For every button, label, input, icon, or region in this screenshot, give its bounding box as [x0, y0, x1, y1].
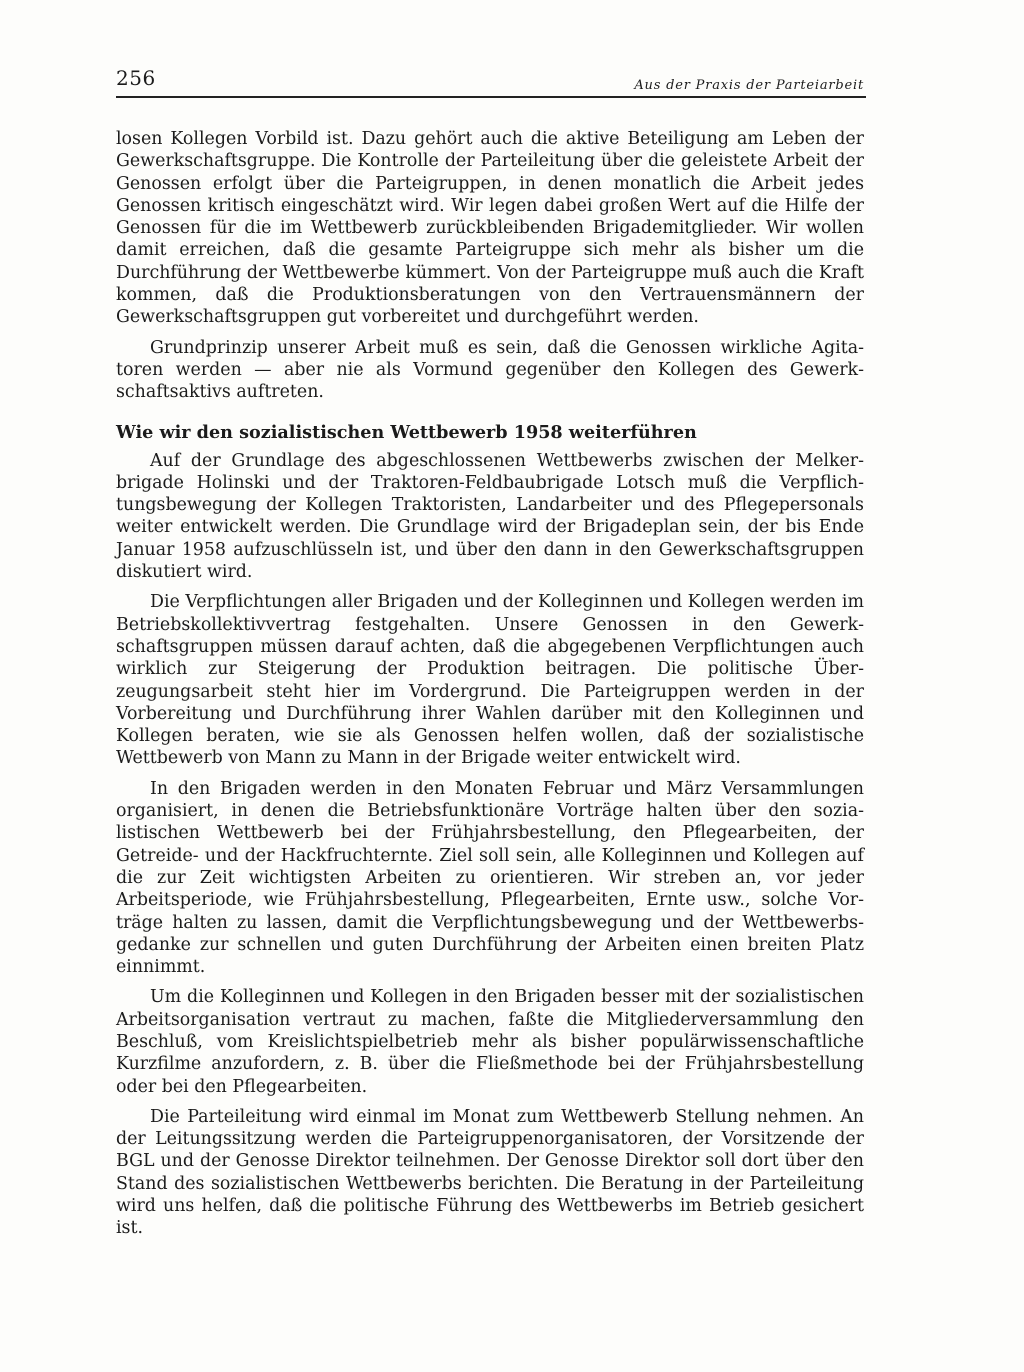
paragraph-arbeitsorganisation: Um die Kolleginnen und Kollegen in den Brigaden besser mit der sozialistischen Arbeitsorganisation vertraut zu machen, faßte die Mitgliederversammlung den Beschluß, vom Kreislichtspielbetrieb mehr als bisher populärwissenschaftliche Kurzfilme anzufordern, z. B. über die Fließmethode bei der Frühjahrsbestellung oder bei den Pflegearbeiten.: [116, 987, 864, 1097]
paragraph-brigaden: In den Brigaden werden in den Monaten Februar und März Versammlungen organisiert, in denen die Betriebsfunktionäre Vorträge halten über den sozialistischen Wettbewerb bei der Frühjahrsbestellung, den Pflegearbeiten, der Getreide- und der Hackfruchternte. Ziel soll sein, alle Kolleginnen und Kollegen auf die zur Zeit wichtigsten Arbeiten zu orientieren. Wir streben an, vor jeder Arbeitsperiode, wie Frühjahrsbestellung, Pflegearbeiten, Ernte usw., solche Vorträge halten zu lassen, damit die Verpflichtungsbewegung und der Wettbewerbsgedanke zur schnellen und guten Durchführung der Arbeiten einen breiten Platz einnimmt.: [116, 778, 864, 978]
page-header: [116, 62, 866, 98]
page-body: [116, 128, 864, 1240]
paragraph-verpflichtungen: Die Verpflichtungen aller Brigaden und der Kolleginnen und Kollegen werden im Betriebskollektivvertrag festgehalten. Unsere Genossen in den Gewerkschaftsgruppen müssen darauf achten, daß die abgegebenen Verpflichtungen auch wirklich zur Steigerung der Produktion beitragen. Die politische Überzeugungsarbeit steht hier im Vordergrund. Die Parteigruppen werden in der Vorbereitung und Durchführung ihrer Wahlen darüber mit den Kolleginnen und Kollegen beraten, wie sie als Genossen helfen wollen, daß der sozialistische Wettbewerb von Mann zu Mann in der Brigade weiter entwickelt wird.: [116, 592, 864, 769]
section-heading: Wie wir den sozialistischen Wettbewerb 1958 weiterführen: [116, 421, 697, 443]
page-number: 256: [116, 66, 156, 90]
running-head: Aus der Praxis der Parteiarbeit: [634, 78, 864, 93]
paragraph-grundlage: Auf der Grundlage des abgeschlossenen Wettbewerbs zwischen der Melkerbrigade Holinski und der Traktoren-Feldbaubrigade Lotsch muß die Verpflichtungsbewegung der Kollegen Traktoristen, Landarbeiter und des Pflegepersonals weiter entwickelt werden. Die Grundlage wird der Brigadeplan sein, der bis Ende Januar 1958 aufzuschlüsseln ist, und über den dann in den Gewerkschaftsgruppen diskutiert wird.: [116, 450, 864, 583]
paragraph-grundprinzip: Grundprinzip unserer Arbeit muß es sein, daß die Genossen wirkliche Agitatoren werden — aber nie als Vormund gegenüber den Kollegen des Gewerkschaftsaktivs auftreten.: [116, 337, 864, 403]
paragraph-continuation: losen Kollegen Vorbild ist. Dazu gehört auch die aktive Beteiligung am Leben der Gewerkschaftsgruppe. Die Kontrolle der Parteileitung über die geleistete Arbeit der Genossen erfolgt über die Parteigruppen, in denen monatlich die Arbeit jedes Genossen kritisch eingeschätzt wird. Wir legen dabei großen Wert auf die Hilfe der Genossen für die im Wettbewerb zurückbleibenden Brigademitglieder. Wir wollen damit erreichen, daß die gesamte Parteigruppe sich mehr als bisher um die Durchführung der Wettbewerbe kümmert. Von der Parteigruppe muß auch die Kraft kommen, daß die Produktionsberatungen von den Vertrauensmännern der Gewerkschaftsgruppen gut vorbereitet und durchgeführt werden.: [116, 129, 864, 328]
paragraph-parteileitung: Die Parteileitung wird einmal im Monat zum Wettbewerb Stellung nehmen. An der Leitungssitzung werden die Parteigruppenorganisatoren, der Vorsitzende der BGL und der Genosse Direktor teilnehmen. Der Genosse Direktor soll dort über den Stand des sozialistischen Wettbewerbs berichten. Die Beratung in der Parteileitung wird uns helfen, daß die politische Führung des Wettbewerbs im Betrieb gesichert ist.: [116, 1106, 864, 1239]
